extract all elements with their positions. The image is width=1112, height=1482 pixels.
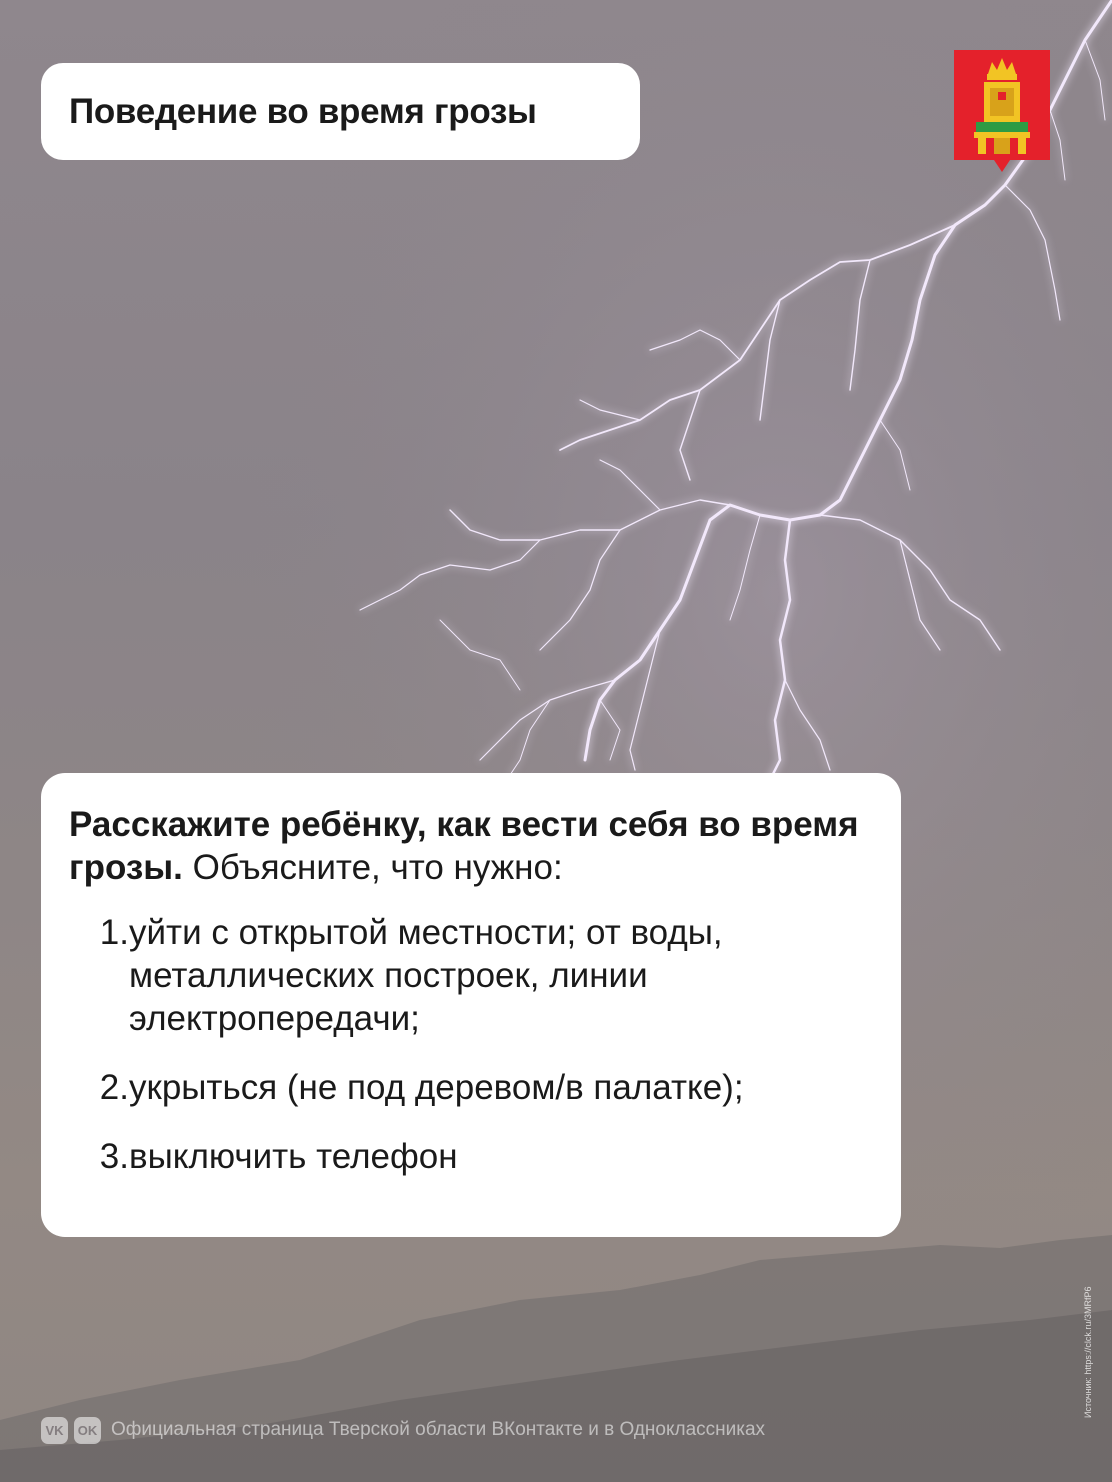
list-item-number: 1. <box>99 913 129 952</box>
list-item-number: 3. <box>99 1137 129 1176</box>
tver-coat-of-arms-icon <box>954 50 1050 172</box>
footer-text: Официальная страница Тверской области ВКонтакте и в Одноклассниках <box>111 1419 766 1440</box>
list-item-number: 2. <box>99 1068 129 1107</box>
list-item-text: выключить телефон <box>129 1137 458 1176</box>
list-item <box>69 1066 873 1109</box>
list-item <box>69 1135 873 1178</box>
list-item-text: уйти с открытой местности; от воды, металлических построек, линии электропередачи; <box>129 913 723 1038</box>
intro-rest: Объясните, что нужно: <box>182 848 563 887</box>
list-item-text: укрыться (не под деревом/в палатке); <box>129 1068 744 1107</box>
title-card <box>41 63 640 160</box>
intro-bold: Расскажите ребёнку, как вести себя во время грозы. <box>69 805 859 887</box>
odnoklassniki-icon[interactable]: OK <box>74 1417 101 1444</box>
footer <box>41 1416 765 1444</box>
list-item <box>69 911 873 1040</box>
advice-list <box>69 911 873 1178</box>
vk-icon[interactable]: VK <box>41 1417 68 1444</box>
source-note: Источник: https://clck.ru/3MRfP6 <box>1083 1286 1093 1418</box>
page-title: Поведение во время грозы <box>69 91 537 131</box>
info-card <box>41 773 901 1237</box>
intro-text <box>69 803 873 889</box>
